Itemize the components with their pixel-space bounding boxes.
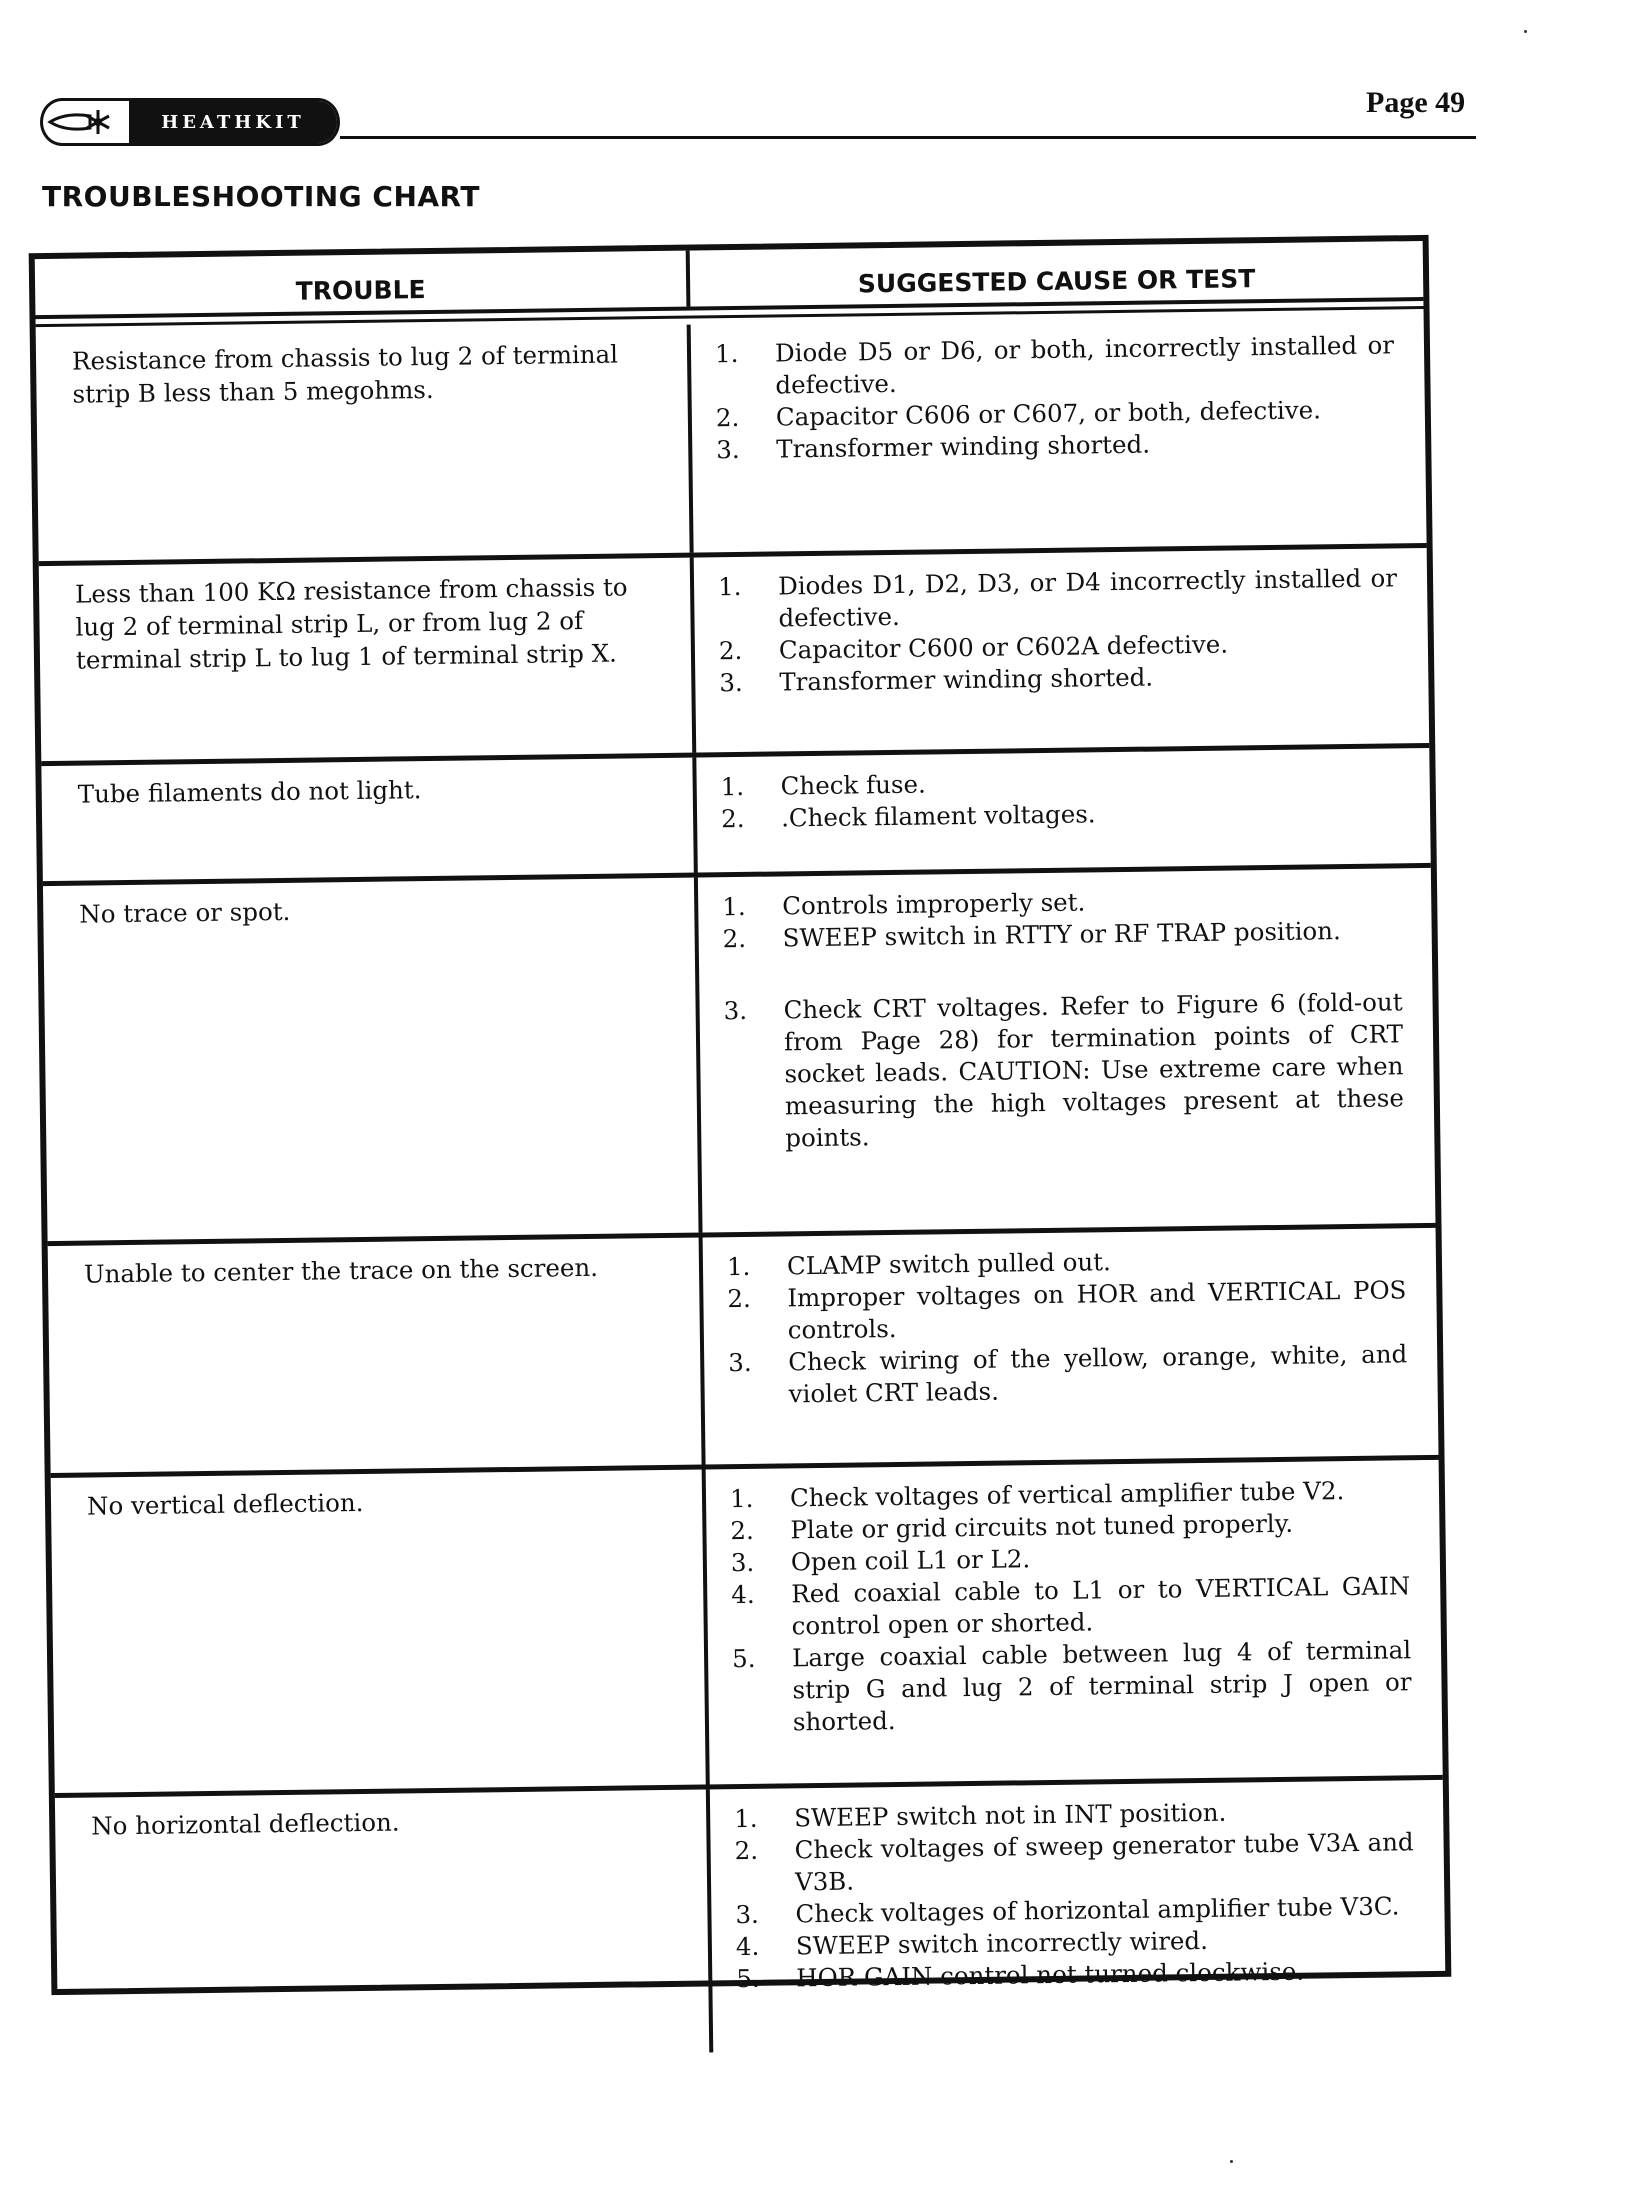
cause-cell	[706, 1460, 1443, 1785]
cause-number: 2.	[727, 1283, 751, 1314]
cause-item	[731, 1570, 1411, 1643]
troubleshooting-table	[29, 235, 1452, 1995]
trouble-cell: Resistance from chassis to lug 2 of terminal strip B less than 5 megohms.	[36, 325, 694, 562]
heathkit-logo	[40, 98, 340, 146]
cause-text: SWEEP switch incorrectly wired.	[795, 1925, 1209, 1961]
trouble-cell: No horizontal deflection.	[55, 1789, 713, 2061]
cause-text: Check voltages of horizontal amplifier tube V3C.	[795, 1891, 1400, 1929]
table-row	[55, 1775, 1446, 2061]
cause-number: 2.	[715, 402, 740, 433]
trouble-cell: No vertical deflection.	[51, 1469, 710, 1793]
cause-text: Open coil L1 or L2.	[790, 1544, 1031, 1577]
cause-text: Capacitor C600 or C602A defective.	[778, 629, 1229, 665]
cause-number: 1.	[726, 1251, 751, 1282]
cause-number: 3.	[719, 667, 743, 698]
cause-text: .Check filament voltages.	[780, 799, 1096, 833]
table-row	[41, 743, 1430, 881]
cause-text: Capacitor C606 or C607, or both, defective.	[775, 395, 1322, 432]
table-header	[35, 241, 1424, 319]
cause-text: Diodes D1, D2, D3, or D4 incorrectly installed or defective.	[777, 563, 1398, 633]
cause-number: 1.	[729, 1483, 754, 1514]
cause-cell	[698, 868, 1436, 1233]
header-suggested-cause: SUGGESTED CAUSE OR TEST	[857, 264, 1256, 299]
header-trouble: TROUBLE	[35, 251, 691, 316]
cause-number: 5.	[736, 1963, 760, 1994]
cause-number: 2.	[730, 1515, 755, 1546]
cause-text: Red coaxial cable to L1 or to VERTICAL GAIN control open or shorted.	[791, 1571, 1411, 1641]
page-number: Page 49	[1366, 86, 1466, 119]
cause-number: 3.	[716, 434, 740, 465]
scan-speck	[1230, 2160, 1233, 2163]
cause-number: 2.	[734, 1835, 759, 1866]
cause-item	[732, 1634, 1412, 1739]
cause-cell	[710, 1780, 1446, 2053]
trouble-cell: Tube filaments do not light.	[41, 758, 697, 882]
cause-text: Check voltages of sweep generator tube V3A and V3B.	[794, 1827, 1414, 1897]
cause-number: 4.	[735, 1931, 760, 1962]
scan-speck	[1524, 30, 1527, 33]
cause-number: 1.	[720, 771, 745, 802]
table-body	[36, 315, 1446, 2061]
cause-item	[727, 1274, 1407, 1347]
cause-number: 2.	[720, 803, 745, 834]
table-row	[51, 1455, 1443, 1793]
cause-number: 4.	[731, 1579, 755, 1610]
cause-text: Transformer winding shorted.	[779, 662, 1154, 697]
cause-number: 2.	[722, 923, 747, 954]
cause-text: SWEEP switch not in INT position.	[794, 1797, 1227, 1833]
cause-number: 1.	[734, 1803, 758, 1834]
brand-name: HEATHKIT	[129, 101, 337, 143]
cause-text: SWEEP switch in RTTY or RF TRAP position.	[782, 916, 1341, 953]
cause-number: 3.	[735, 1899, 760, 1930]
trouble-cell: No trace or spot.	[43, 878, 703, 1242]
cause-text: Improper voltages on HOR and VERTICAL POS controls.	[787, 1275, 1407, 1345]
cause-cell	[694, 548, 1429, 753]
cause-text: Large coaxial cable between lug 4 of terminal strip G and lug 2 of terminal strip J open or shorted.	[791, 1635, 1412, 1737]
cause-text: Check wiring of the yellow, orange, white, and violet CRT leads.	[788, 1339, 1408, 1409]
cause-number: 5.	[731, 1643, 756, 1674]
cause-item	[718, 562, 1398, 635]
cause-item	[728, 1338, 1408, 1411]
cause-text: Transformer winding shorted.	[776, 429, 1151, 464]
trouble-cell: Less than 100 KΩ resistance from chassis to lug 2 of terminal strip L, or from lug 2 of terminal strip L to lug 1 of terminal strip X.	[39, 558, 696, 762]
cause-number: 1.	[714, 338, 739, 369]
cause-text: CLAMP switch pulled out.	[786, 1247, 1112, 1281]
cause-item	[723, 986, 1404, 1155]
trouble-cell: Unable to center the trace on the screen.	[48, 1238, 706, 1474]
cause-text: Check fuse.	[780, 769, 926, 801]
cause-text: Plate or grid circuits not tuned properly.	[790, 1508, 1294, 1545]
table-row	[48, 1223, 1439, 1473]
cause-number: 1.	[717, 571, 742, 602]
cause-text: HOR GAIN control not turned clockwise.	[796, 1956, 1305, 1993]
cause-item	[715, 329, 1395, 402]
cause-cell	[691, 315, 1427, 553]
table-row	[39, 543, 1429, 761]
cause-text: Check CRT voltages. Refer to Figure 6 (fold-out from Page 28) for termination points of CRT socket leads. CAUTION: Use extreme care when measuring the high voltages present at these points.	[783, 987, 1405, 1153]
cause-text: Controls improperly set.	[782, 887, 1086, 921]
table-row	[43, 863, 1436, 1241]
cause-cell	[696, 748, 1430, 873]
atom-emblem-icon	[43, 101, 129, 143]
cause-item	[734, 1826, 1414, 1899]
header-rule	[340, 136, 1476, 139]
table-row	[36, 315, 1427, 561]
cause-number: 2.	[718, 635, 743, 666]
section-title: TROUBLESHOOTING CHART	[42, 180, 480, 213]
cause-number: 1.	[722, 891, 746, 922]
cause-text: Diode D5 or D6, or both, incorrectly installed or defective.	[774, 330, 1395, 400]
cause-cell	[703, 1228, 1439, 1465]
cause-number: 3.	[730, 1547, 755, 1578]
cause-number: 3.	[723, 995, 748, 1026]
cause-number: 3.	[728, 1347, 752, 1378]
cause-text: Check voltages of vertical amplifier tube V2.	[789, 1476, 1345, 1513]
